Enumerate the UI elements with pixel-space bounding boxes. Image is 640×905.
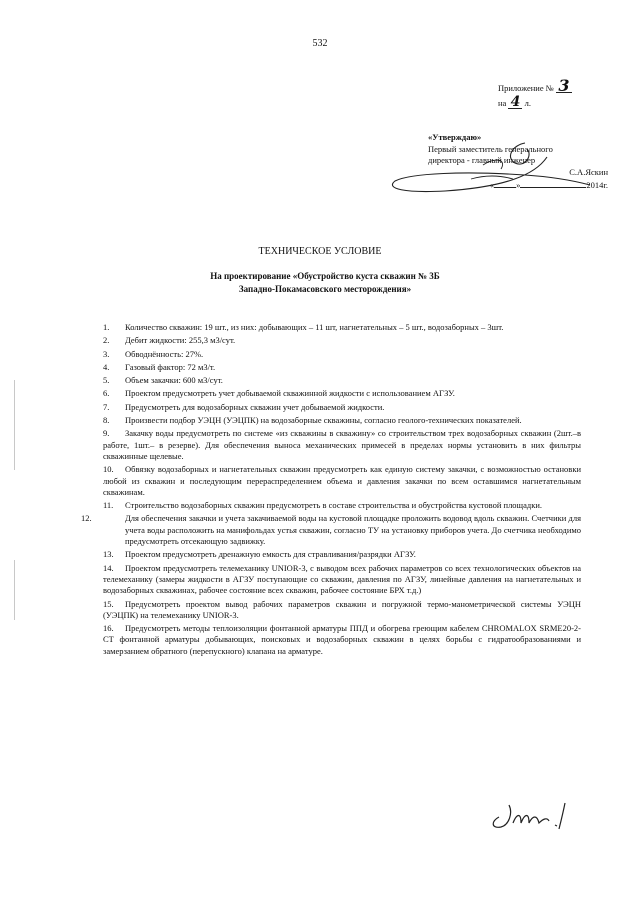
item-number: 11. [103, 500, 114, 511]
item-text: Закачку воды предусмотреть по системе «из скважины в скважину» со строительством трех водозаборных скважин (2шт.–в работе, 1шт.– в резерве). Для обеспечения выноса механических примесей в пределах нормы установить в них фильтры скважинные щелевые. [103, 428, 581, 461]
appendix-pages-prefix: на [498, 98, 507, 108]
item-text: Дебит жидкости: 255,3 м3/сут. [125, 335, 236, 346]
subtitle-line1: На проектирование «Обустройство куста скважин № 3Б [210, 271, 440, 281]
appendix-pages: 4 [508, 96, 522, 109]
item-number: 6. [103, 388, 110, 399]
date-year: 2014г. [586, 180, 608, 190]
item-number: 4. [103, 361, 110, 372]
approval-date [428, 180, 608, 192]
item-text: Газовый фактор: 72 м3/т. [125, 361, 216, 372]
item-text: Обводнённость: 27%. [125, 348, 204, 359]
approver-name: С.А.Яскин [569, 166, 608, 177]
date-quote-close: » [516, 180, 521, 190]
item-text: Произвести подбор УЭЦН (УЭЦПК) на водозаборные скважины, согласно геолого-технических показателей. [125, 415, 522, 426]
list-item [103, 362, 581, 373]
item-text: Предусмотреть методы теплоизоляции фонтанной арматуры ППД и обогрева греющим кабелем CHROMALOX SRME20-2-CT фонтанной арматуры добывающих, поисковых и водозаборных скважин в целях борьбы с гидратообразованиями и замерзанием обратного (перепускного) клапана на арматуре. [103, 623, 581, 656]
item-text: Для обеспечения закачки и учета закачиваемой воды на кустовой площадке проложить водовод вдоль скважин. Счетчики для учета воды расположить на манифольдах устья скважин, согласно ТУ на установку приборов учета. До счетчика необходимо предусмотреть отсекающую задвижку. [125, 513, 581, 547]
list-item [103, 563, 581, 597]
date-month-blank [520, 187, 586, 188]
item-number: 9. [103, 428, 110, 439]
list-item [103, 623, 581, 657]
item-text: Количество скважин: 19 шт., из них: добывающих – 11 шт, нагнетательных – 5 шт., водозаборных – 3шт. [125, 322, 504, 332]
list-item [103, 428, 581, 462]
appendix-number: 3 [556, 80, 572, 93]
appendix-label: Приложение № [498, 83, 554, 93]
document-subtitle [130, 270, 520, 295]
page-number: 532 [312, 38, 328, 49]
item-text: Проектом предусмотреть дренажную емкость для стравливания/разрядки АГЗУ. [125, 549, 416, 560]
list-item [103, 599, 581, 622]
scan-artifact [14, 380, 15, 470]
list-item [81, 513, 581, 547]
item-number: 1. [103, 322, 110, 332]
scan-artifact [14, 560, 15, 620]
item-number: 7. [103, 401, 110, 412]
list-item [103, 500, 581, 511]
item-text: Предусмотреть для водозаборных скважин учет добываемой жидкости. [125, 401, 385, 412]
conditions-list [81, 322, 581, 659]
document-title: ТЕХНИЧЕСКОЕ УСЛОВИЕ [258, 246, 382, 257]
approval-block [428, 132, 608, 192]
approval-line1: «Утверждаю» [428, 132, 482, 142]
item-number: 5. [103, 375, 110, 386]
date-quote-open: « [489, 180, 495, 190]
list-item [103, 402, 581, 413]
approval-line2: Первый заместитель генерального [428, 143, 553, 154]
item-number: 12. [81, 513, 92, 524]
item-number: 3. [103, 348, 110, 359]
item-text: Строительство водозаборных скважин предусмотреть в составе строительства и обустройства кустовой площадки. [125, 500, 543, 511]
item-text: Предусмотреть проектом вывод рабочих параметров скважин и погружной термо-манометрической системы УЭЦН (УЭЦПК) на телемеханику UNIOR-3. [103, 598, 581, 620]
item-text: Объем закачки: 600 м3/сут. [125, 375, 223, 386]
list-item [103, 349, 581, 360]
list-item [103, 322, 581, 333]
list-item [103, 335, 581, 346]
item-number: 2. [103, 335, 110, 346]
item-number: 10. [103, 464, 114, 475]
approval-line3: директора - главный инженер [428, 155, 536, 165]
date-day-blank [494, 187, 516, 188]
item-number: 8. [103, 415, 110, 426]
appendix-pages-suffix: л. [524, 98, 531, 108]
list-item [103, 388, 581, 399]
item-number: 14. [103, 562, 114, 573]
list-item [103, 549, 581, 560]
item-text: Обвязку водозаборных и нагнетательных скважин предусмотреть как единую систему закачки, с возможностью остановки любой из скважин и последующим перераспределением объема и давления закачки по всем оставшимся нагнетательным скважинам. [103, 464, 581, 497]
subtitle-line2: Западно-Покамасовского месторождения» [238, 283, 412, 294]
appendix-block [498, 76, 572, 111]
item-number: 15. [103, 598, 114, 609]
list-item [103, 464, 581, 498]
item-text: Проектом предусмотреть телемеханику UNIOR-3, с выводом всех рабочих параметров со всех технологических объектов на телемеханику (замеры жидкости в АГЗУ поступающие со скважин, давления по АГЗУ, линейные давления на нагнетательных и водозаборных скважинах, рабочее состояние всех скважин, рабочее состояние БРХ т.д.) [103, 562, 581, 596]
item-text: Проектом предусмотреть учет добываемой скважинной жидкости с использованием АГЗУ. [125, 388, 455, 399]
page-initials-signature-icon [485, 795, 575, 835]
list-item [103, 375, 581, 386]
list-item [103, 415, 581, 426]
item-number: 13. [103, 549, 114, 560]
item-number: 16. [103, 623, 114, 634]
